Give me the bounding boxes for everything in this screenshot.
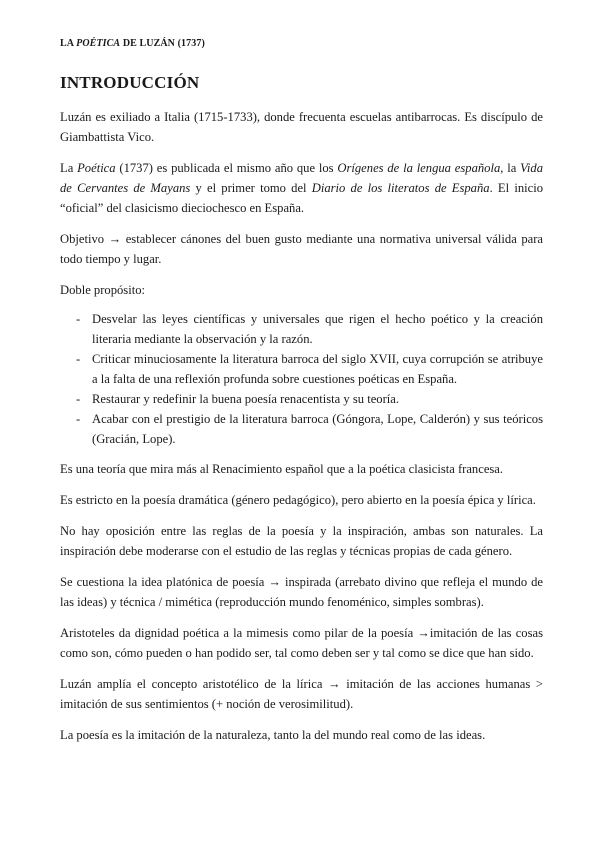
text-run: y el primer tomo del (190, 181, 312, 195)
list-item-text: Acabar con el prestigio de la literatura barroca (Góngora, Lope, Calderón) y sus teóricos (Gracián, Lope). (92, 412, 543, 446)
italic-title-diario: Diario de los literatos de España (311, 181, 490, 195)
paragraph-double-purpose: Doble propósito: (60, 283, 146, 297)
italic-title-vida: Vida de Cervantes de Mayans (60, 161, 543, 195)
paragraph-rules-inspiration: No hay oposición entre las reglas de la poesía y la inspiración, ambas son naturales. La inspiración debe moderarse con el estudio de las reglas y técnicas propias de cada género. (60, 524, 543, 558)
running-head-italic: POÉTICA (76, 38, 121, 49)
list-item-text: Restaurar y redefinir la buena poesía renacentista y su teoría. (92, 392, 400, 406)
paragraph-nature: La poesía es la imitación de la naturaleza, tanto la del mundo real como de las ideas. (60, 728, 486, 742)
bullet-dash: - (76, 352, 81, 366)
paragraph-exile: Luzán es exiliado a Italia (1715-1733), donde frecuenta escuelas antibarrocas. Es discípulo de Giambattista Vico. (60, 110, 543, 144)
section-title: INTRODUCCIÓN (60, 73, 200, 92)
paragraph-aristotle: Aristoteles da dignidad poética a la mimesis como pilar de la poesía →imitación de las cosas como son, cómo pueden o han podido ser, tal como deben ser y tal como se dice que han sido. (60, 626, 543, 660)
document-page (60, 37, 543, 756)
paragraph-platonic: Se cuestiona la idea platónica de poesía → inspirada (arrebato divino que refleja el mundo de las ideas) y técnica / mimética (reproducción mundo fenoménico, simples sombras). (60, 575, 543, 609)
running-head (60, 37, 543, 51)
running-head-suffix: DE LUZÁN (1737) (122, 38, 205, 49)
paragraph-dramatic: Es estricto en la poesía dramática (género pedagógico), pero abierto en la poesía épica y lírica. (60, 493, 536, 507)
bullet-dash: - (76, 412, 81, 426)
list-item (60, 349, 543, 389)
text-run: La (60, 161, 78, 175)
list-item (60, 389, 543, 409)
italic-title-origenes: Orígenes de la lengua española (337, 161, 501, 175)
list-item-text: Criticar minuciosamente la literatura barroca del siglo XVII, cuya corrupción se atribuye a la falta de una reflexión profunda sobre cuestiones poéticas en España. (92, 352, 543, 386)
running-head-prefix: LA (60, 38, 74, 49)
paragraph-lyric: Luzán amplía el concepto aristotélico de la lírica → imitación de las acciones humanas > imitación de sus sentimientos (+ noción de verosimilitud). (60, 677, 543, 711)
text-run: . El inicio “oficial” del clasicismo dieciochesco en España. (60, 181, 543, 215)
bullet-dash: - (76, 392, 81, 406)
bullet-dash: - (76, 312, 81, 326)
list-item (60, 309, 543, 349)
text-run: (1737) es publicada el mismo año que los (115, 161, 338, 175)
paragraph-objective: Objetivo → establecer cánones del buen gusto mediante una normativa universal válida para todo tiempo y lugar. (60, 232, 543, 266)
list-item (60, 409, 543, 449)
italic-title-poetica: Poética (77, 161, 116, 175)
list-item-text: Desvelar las leyes científicas y universales que rigen el hecho poético y la creación literaria mediante la observación y la razón. (92, 312, 543, 346)
paragraph-renaissance: Es una teoría que mira más al Renacimiento español que a la poética clasicista francesa. (60, 462, 504, 476)
paragraph-publication (60, 158, 543, 218)
text-run: , la (500, 161, 521, 175)
purpose-list (60, 309, 543, 449)
